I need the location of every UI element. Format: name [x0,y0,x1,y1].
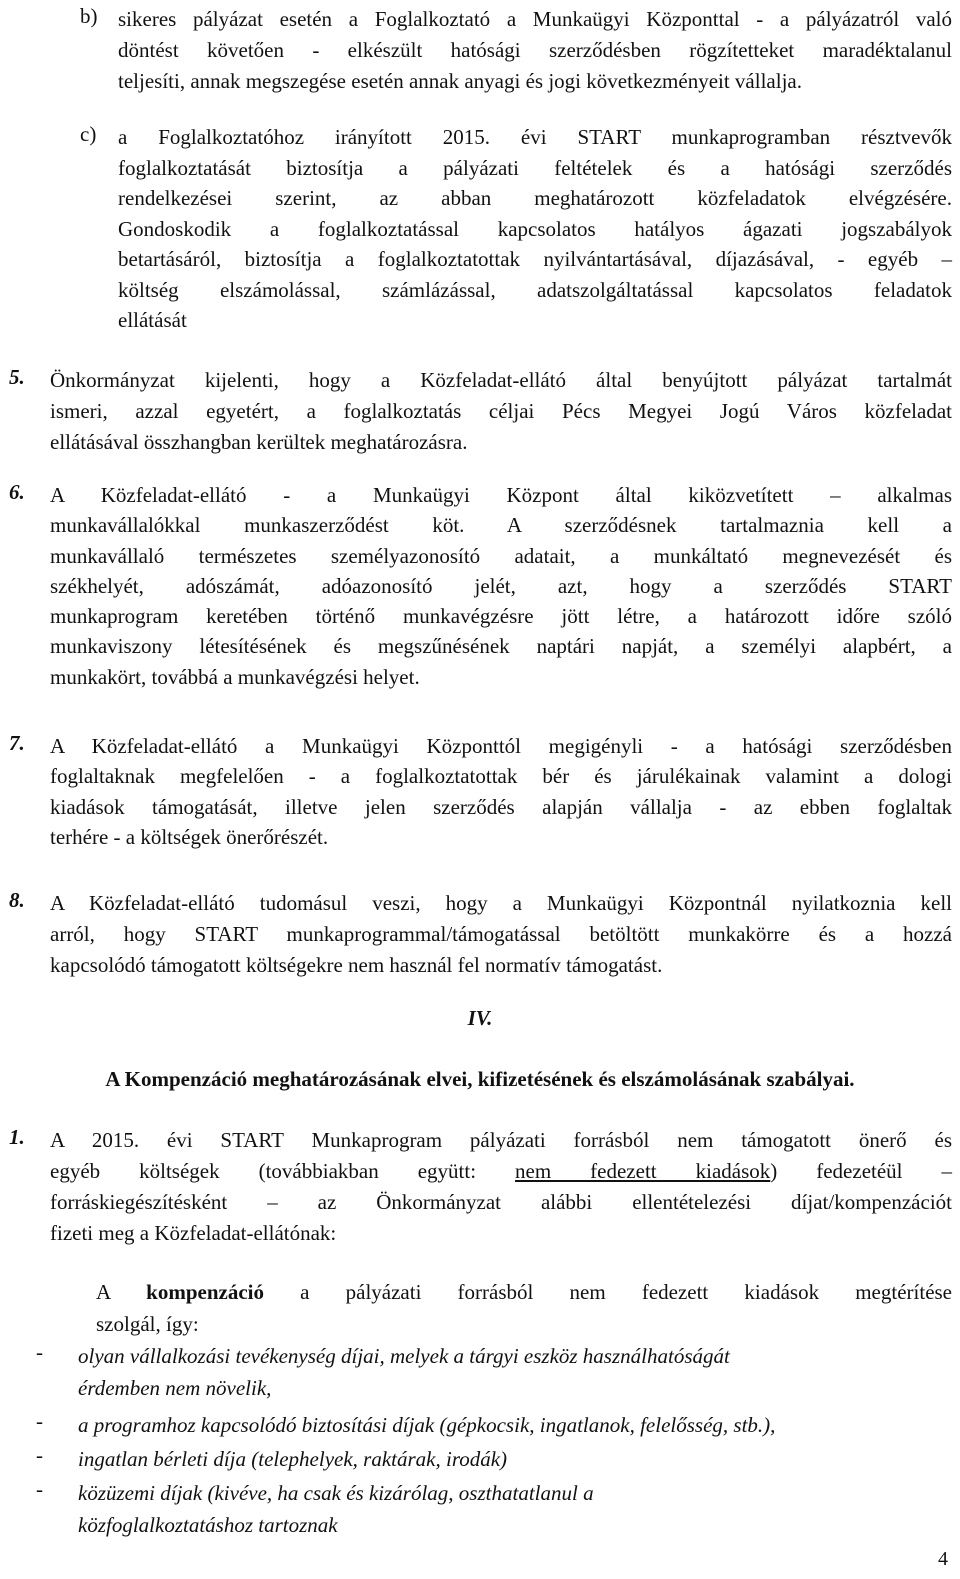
text-line: foglaltaknak megfelelően - a foglalkoztatottak bér és járulékainak valamint a dologi [50,764,952,789]
underlined-term: nem fedezett kiadások [515,1159,771,1183]
text-line: rendelkezései szerint, az abban meghatározott közfeladatok elvégzésére. [118,186,952,210]
paragraph-5-text [50,365,952,458]
section-paragraph-1-number: 1. [9,1125,25,1149]
text-line: A Közfeladat-ellátó a Munkaügyi Központtól megigényli - a hatósági szerződésben [50,734,952,758]
section-paragraph-1-text [50,1125,952,1249]
paragraph-6-text [50,480,952,692]
text-line: olyan vállalkozási tevékenység díjai, melyek a tárgyi eszköz használhatóságát [78,1344,730,1368]
text-line: kapcsolódó támogatott költségekre nem használ fel normatív támogatást. [50,953,663,977]
bullet-item [78,1477,952,1541]
text-line: ellátását [118,308,187,332]
page-number: 4 [938,1548,948,1570]
paragraph-8-text [50,888,952,981]
paragraph-7-number: 7. [9,731,25,755]
text-line: arról, hogy START munkaprogrammal/támogatással betöltött munkakörre és a hozzá [50,922,952,946]
paragraph-7-text [50,731,952,852]
text-line: munkaprogram keretében történő munkavégzésre jött létre, a határozott időre szóló [50,604,952,629]
text-line: szolgál, így: [96,1312,199,1336]
text-line [50,1156,952,1187]
text-line: foglalkoztatását biztosítja a pályázati feltételek és a hatósági szerződés [118,155,952,180]
text-line: Önkormányzat kijelenti, hogy a Közfeladat-ellátó által benyújtott pályázat tartalmát [50,368,952,392]
text-line: érdemben nem növelik, [78,1376,272,1400]
text-line: munkaviszony létesítésének és megszűnésének naptári napját, a személyi alapbért, a [50,634,952,659]
text-span: ) fedezetéül – [770,1159,953,1183]
compensation-text [96,1276,952,1340]
section-title: A Kompenzáció meghatározásának elvei, kifizetésének és elszámolásának szabályai. [105,1067,855,1091]
bullet-dash: - [36,1477,43,1501]
text-line: munkavállaló természetes személyazonosító adatait, a munkáltató megnevezését és [50,543,952,568]
text-span: A [96,1280,147,1304]
text-line [96,1276,952,1308]
text-line: a programhoz kapcsolódó biztosítási díjak (gépkocsik, ingatlanok, felelősség, stb.), [78,1413,776,1437]
text-line: ingatlan bérleti díja (telephelyek, raktárak, irodák) [78,1447,508,1471]
bold-term: kompenzáció [146,1280,264,1304]
text-span: a pályázati forrásból nem fedezett kiadások megtérítése [264,1280,953,1304]
text-line: terhére - a költségek önerőrészét. [50,824,329,849]
text-line: A Közfeladat-ellátó tudomásul veszi, hogy a Munkaügyi Központnál nyilatkoznia kell [50,891,952,915]
text-line: közfoglalkoztatáshoz tartoznak [78,1513,338,1537]
text-line: kiadások támogatását, illetve jelen szerződés alapján vállalja - az ebben foglaltak [50,794,952,819]
text-line: fizeti meg a Közfeladat-ellátónak: [50,1221,337,1245]
bullet-dash: - [36,1443,43,1467]
bullet-dash: - [36,1409,43,1433]
text-span: egyéb költségek (továbbiakban együtt: [50,1159,516,1183]
item-b-text [118,4,952,97]
paragraph-8-number: 8. [9,888,25,912]
text-line: székhelyét, adószámát, adóazonosító jelét, azt, hogy a szerződés START [50,573,952,598]
text-line: A Közfeladat-ellátó - a Munkaügyi Központ által kiközvetített – alkalmas [50,483,952,507]
text-line: betartásáról, biztosítja a foglalkoztatottak nyilvántartásával, díjazásával, - egyéb – [118,247,952,271]
text-line: ellátásával összhangban kerültek meghatározásra. [50,430,468,454]
bullet-item [78,1443,952,1475]
text-line: sikeres pályázat esetén a Foglalkoztató a Munkaügyi Központtal - a pályázatról való [118,7,952,31]
bullet-item [78,1340,952,1404]
text-line: költség elszámolással, számlázással, adatszolgáltatással kapcsolatos feladatok [118,277,952,302]
paragraph-6-number: 6. [9,480,25,504]
bullet-dash: - [36,1340,43,1364]
text-line: ismeri, azzal egyetért, a foglalkoztatás céljai Pécs Megyei Jogú Város közfeladat [50,399,952,423]
text-line: közüzemi díjak (kivéve, ha csak és kizárólag, oszthatatlanul a [78,1481,594,1505]
text-line: teljesíti, annak megszegése esetén annak anyagi és jogi következményeit vállalja. [118,69,802,93]
text-line: Gondoskodik a foglalkoztatással kapcsolatos hatályos ágazati jogszabályok [118,216,952,241]
item-b-marker: b) [80,4,98,28]
section-number: IV. [467,1006,493,1030]
paragraph-5-number: 5. [9,365,25,389]
text-line: munkavállalókkal munkaszerződést köt. A szerződésnek tartalmaznia kell a [50,513,952,538]
item-c-marker: c) [80,122,97,146]
text-line: A 2015. évi START Munkaprogram pályázati forrásból nem támogatott önerő és [50,1128,952,1152]
bullet-item [78,1409,952,1441]
text-line: a Foglalkoztatóhoz irányított 2015. évi START munkaprogramban résztvevők [118,125,952,149]
text-line: döntést követően - elkészült hatósági szerződésben rögzítetteket maradéktalanul [118,38,952,62]
item-c-text [118,122,952,336]
text-line: munkakört, továbbá a munkavégzési helyet. [50,664,420,689]
text-line: forráskiegészítésként – az Önkormányzat alábbi ellentételezési díjat/kompenzációt [50,1190,952,1214]
